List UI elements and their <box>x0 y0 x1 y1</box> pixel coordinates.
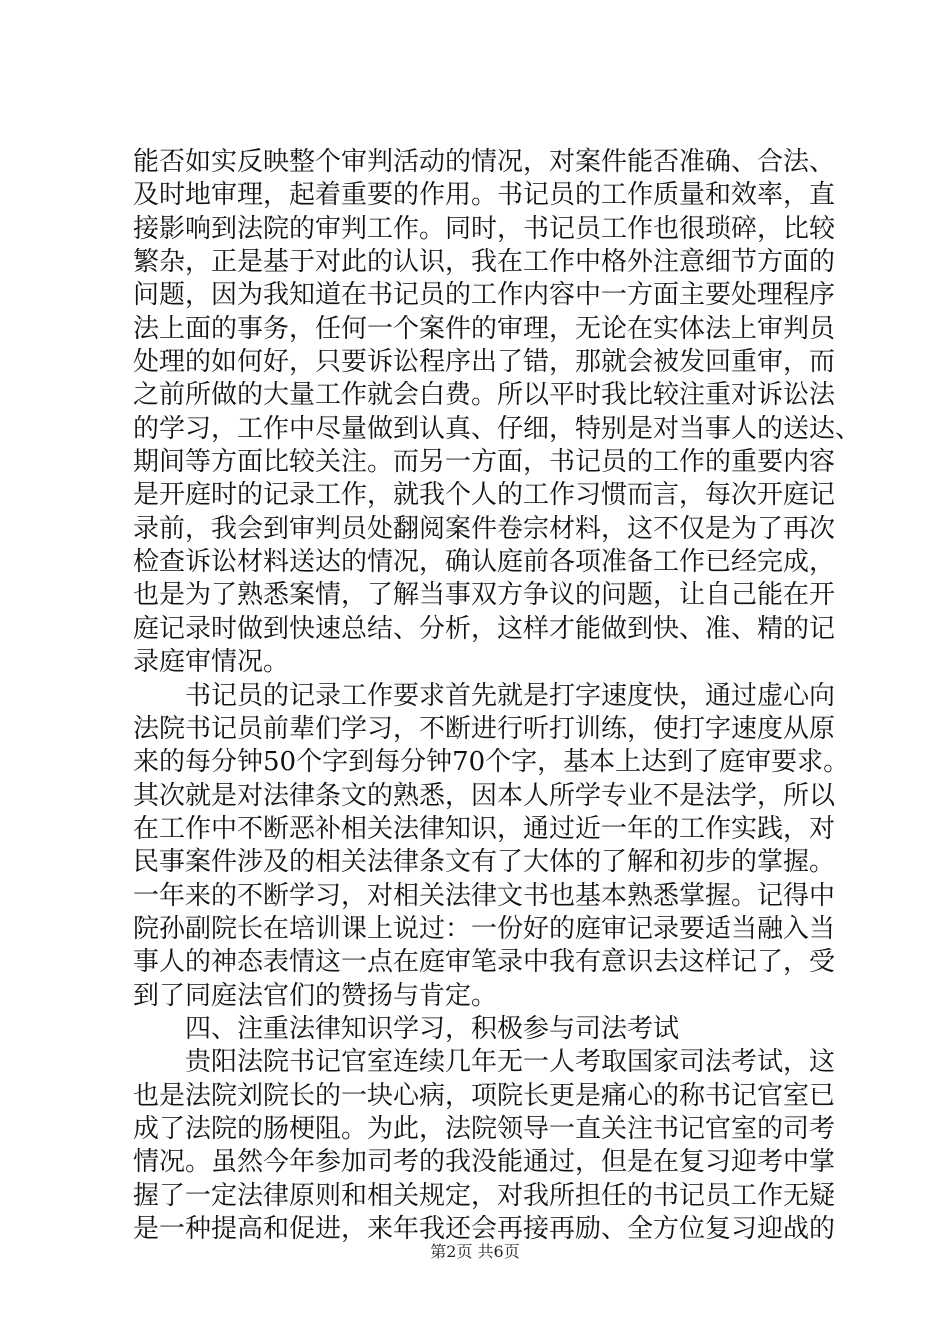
text-line: 事人的神态表情这一点在庭审笔录中我有意识去这样记了，受 <box>133 947 836 978</box>
text-line: 庭记录时做到快速总结、分析，这样才能做到快、准、精的记 <box>133 613 836 644</box>
section-heading: 四、注重法律知识学习，积极参与司法考试 <box>185 1013 680 1044</box>
text-line: 接影响到法院的审判工作。同时，书记员工作也很琐碎，比较 <box>133 213 836 244</box>
text-line: 期间等方面比较关注。而另一方面，书记员的工作的重要内容 <box>133 447 836 478</box>
text-line: 繁杂，正是基于对此的认识，我在工作中格外注意细节方面的 <box>133 247 836 278</box>
text-line: 成了法院的肠梗阻。为此，法院领导一直关注书记官室的司考 <box>133 1113 836 1144</box>
paragraph-start-line: 贵阳法院书记官室连续几年无一人考取国家司法考试，这 <box>185 1047 836 1078</box>
text-line: 在工作中不断恶补相关法律知识，通过近一年的工作实践，对 <box>133 813 836 844</box>
paragraph-start-line: 书记员的记录工作要求首先就是打字速度快，通过虚心向 <box>185 680 836 711</box>
text-line: 问题，因为我知道在书记员的工作内容中一方面主要处理程序 <box>133 280 836 311</box>
text-line: 能否如实反映整个审判活动的情况，对案件能否准确、合法、 <box>133 147 836 177</box>
text-line: 一年来的不断学习，对相关法律文书也基本熟悉掌握。记得中 <box>133 880 836 911</box>
text-line: 握了一定法律原则和相关规定，对我所担任的书记员工作无疑 <box>133 1180 836 1211</box>
page-number-footer: 第2页 共6页 <box>430 1242 520 1261</box>
text-line: 检查诉讼材料送达的情况，确认庭前各项准备工作已经完成， <box>133 547 836 578</box>
document-body <box>133 146 862 1246</box>
text-line: 是开庭时的记录工作，就我个人的工作习惯而言，每次开庭记 <box>133 480 836 511</box>
text-line: 法上面的事务，任何一个案件的审理，无论在实体法上审判员 <box>133 313 836 344</box>
text-line: 及时地审理，起着重要的作用。书记员的工作质量和效率，直 <box>133 180 836 211</box>
text-line: 其次就是对法律条文的熟悉，因本人所学专业不是法学，所以 <box>133 780 836 811</box>
text-line: 到了同庭法官们的赞扬与肯定。 <box>133 980 498 1011</box>
text-line: 录前，我会到审判员处翻阅案件卷宗材料，这不仅是为了再次 <box>133 513 836 544</box>
text-line: 录庭审情况。 <box>133 647 290 678</box>
text-line: 来的每分钟50个字到每分钟70个字，基本上达到了庭审要求。 <box>133 747 850 778</box>
text-line: 院孙副院长在培训课上说过：一份好的庭审记录要适当融入当 <box>133 913 836 944</box>
text-line: 也是法院刘院长的一块心病，项院长更是痛心的称书记官室已 <box>133 1080 836 1111</box>
text-line: 处理的如何好，只要诉讼程序出了错，那就会被发回重审，而 <box>133 347 836 378</box>
text-line: 法院书记员前辈们学习，不断进行听打训练，使打字速度从原 <box>133 713 836 744</box>
text-line: 之前所做的大量工作就会白费。所以平时我比较注重对诉讼法 <box>133 380 836 411</box>
text-line: 情况。虽然今年参加司考的我没能通过，但是在复习迎考中掌 <box>133 1147 836 1178</box>
text-line: 也是为了熟悉案情，了解当事双方争议的问题，让自己能在开 <box>133 580 836 611</box>
text-line: 民事案件涉及的相关法律条文有了大体的了解和初步的掌握。 <box>133 847 836 878</box>
text-line: 是一种提高和促进，来年我还会再接再励、全方位复习迎战的 <box>133 1214 836 1244</box>
text-line: 的学习，工作中尽量做到认真、仔细，特别是对当事人的送达、 <box>133 413 862 444</box>
